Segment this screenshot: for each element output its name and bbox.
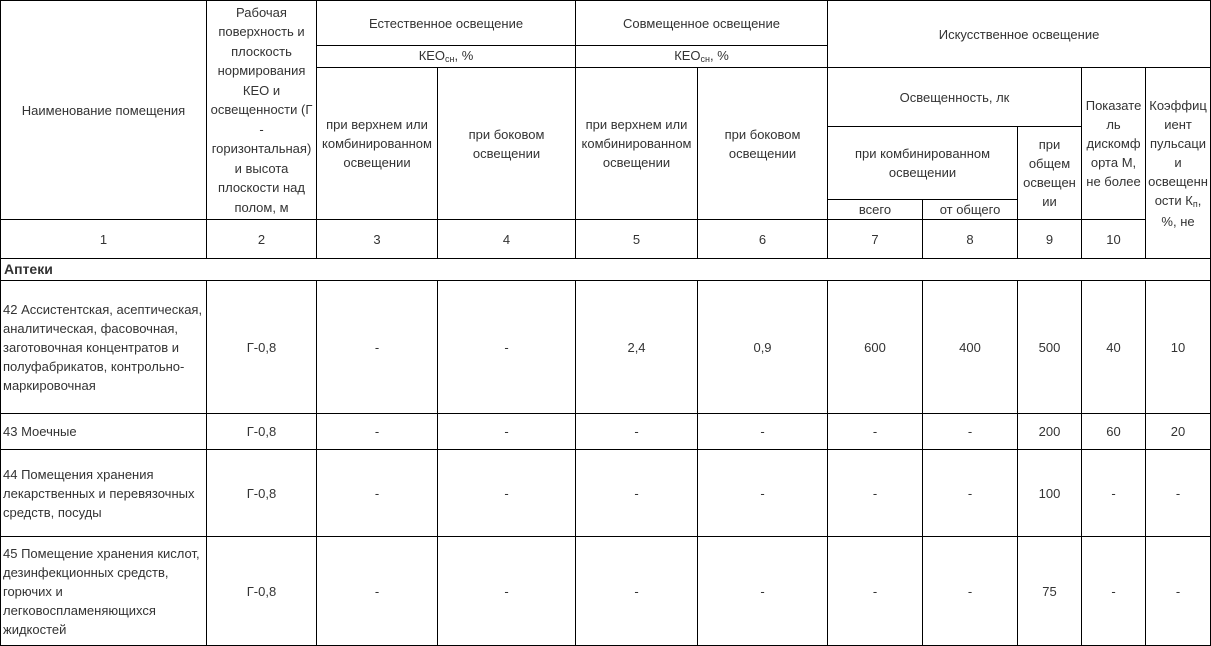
column-number-row <box>1 220 1211 259</box>
table-cell: - <box>923 537 1018 646</box>
table-cell: 10 <box>1146 281 1211 414</box>
column-number: 9 <box>1018 220 1082 259</box>
table-cell: - <box>1146 450 1211 537</box>
header-keo-natural: КЕОсн, % <box>317 46 576 68</box>
header-general-illuminance: при общем освещении <box>1018 127 1082 220</box>
column-number: 6 <box>698 220 828 259</box>
header-combined-lighting: Совмещенное освещение <box>576 1 828 46</box>
column-number: 2 <box>207 220 317 259</box>
column-number: 8 <box>923 220 1018 259</box>
header-row <box>1 1 1211 46</box>
table-cell: - <box>317 281 438 414</box>
table-cell: 75 <box>1018 537 1082 646</box>
table-cell: - <box>438 450 576 537</box>
table-cell: - <box>923 414 1018 450</box>
table-cell: - <box>1082 537 1146 646</box>
header-natural-lighting: Естественное освещение <box>317 1 576 46</box>
header-combined-illuminance: при комбинированном освещении <box>828 127 1018 200</box>
table-cell: 400 <box>923 281 1018 414</box>
table-cell: 200 <box>1018 414 1082 450</box>
header-total: всего <box>828 200 923 220</box>
table-cell: - <box>317 414 438 450</box>
table-cell: 100 <box>1018 450 1082 537</box>
room-name-cell: 43 Моечные <box>1 414 207 450</box>
header-illuminance: Освещенность, лк <box>828 68 1082 127</box>
header-pulsation: Коэффициент пульсации освещенности Кп, %, не <box>1146 68 1211 259</box>
table-row <box>1 537 1211 646</box>
table-cell: 500 <box>1018 281 1082 414</box>
table-cell: - <box>576 414 698 450</box>
column-number: 4 <box>438 220 576 259</box>
table-cell: Г-0,8 <box>207 414 317 450</box>
table-row <box>1 281 1211 414</box>
table-cell: - <box>698 414 828 450</box>
table-cell: - <box>828 414 923 450</box>
table-cell: - <box>923 450 1018 537</box>
table-cell: - <box>828 537 923 646</box>
table-cell: - <box>576 537 698 646</box>
table-cell: 60 <box>1082 414 1146 450</box>
table-cell: - <box>828 450 923 537</box>
table-cell: - <box>438 537 576 646</box>
header-natural-top: при верхнем или комбинированном освещении <box>317 68 438 220</box>
header-combined-top: при верхнем или комбинированном освещении <box>576 68 698 220</box>
table-cell: Г-0,8 <box>207 537 317 646</box>
table-cell: Г-0,8 <box>207 450 317 537</box>
header-natural-side: при боковом освещении <box>438 68 576 220</box>
table-cell: - <box>698 537 828 646</box>
column-number: 7 <box>828 220 923 259</box>
table-row <box>1 414 1211 450</box>
table-row <box>1 450 1211 537</box>
table-cell: - <box>317 450 438 537</box>
table-cell: - <box>576 450 698 537</box>
table-cell: 20 <box>1146 414 1211 450</box>
header-from-general: от общего <box>923 200 1018 220</box>
table-cell: - <box>1082 450 1146 537</box>
column-number: 1 <box>1 220 207 259</box>
table-cell: Г-0,8 <box>207 281 317 414</box>
room-name-cell: 45 Помещение хранения кислот, дезинфекционных средств, горючих и легковоспламеняющихся жидкостей <box>1 537 207 646</box>
table-cell: - <box>317 537 438 646</box>
section-title: Аптеки <box>1 259 1211 281</box>
room-name-cell: 42 Ассистентская, асептическая, аналитическая, фасовочная, заготовочная концентратов и полуфабрикатов, контрольно-маркировочная <box>1 281 207 414</box>
table-cell: - <box>438 414 576 450</box>
table-cell: 600 <box>828 281 923 414</box>
table-cell: - <box>438 281 576 414</box>
header-work-surface: Рабочая поверхность и плоскость нормирования КЕО и освещенности (Г - горизонтальная) и высота плоскости над полом, м <box>207 1 317 220</box>
table-cell: 0,9 <box>698 281 828 414</box>
table-cell: 40 <box>1082 281 1146 414</box>
column-number: 5 <box>576 220 698 259</box>
header-keo-combined: КЕОсн, % <box>576 46 828 68</box>
table-cell: - <box>1146 537 1211 646</box>
header-artificial-lighting: Искусственное освещение <box>828 1 1211 68</box>
header-discomfort: Показатель дискомфорта М, не более <box>1082 68 1146 220</box>
section-row <box>1 259 1211 281</box>
header-combined-side: при боковом освещении <box>698 68 828 220</box>
column-number: 10 <box>1082 220 1146 259</box>
header-room-name: Наименование помещения <box>1 1 207 220</box>
column-number: 3 <box>317 220 438 259</box>
table-cell: - <box>698 450 828 537</box>
room-name-cell: 44 Помещения хранения лекарственных и перевязочных средств, посуды <box>1 450 207 537</box>
table-cell: 2,4 <box>576 281 698 414</box>
